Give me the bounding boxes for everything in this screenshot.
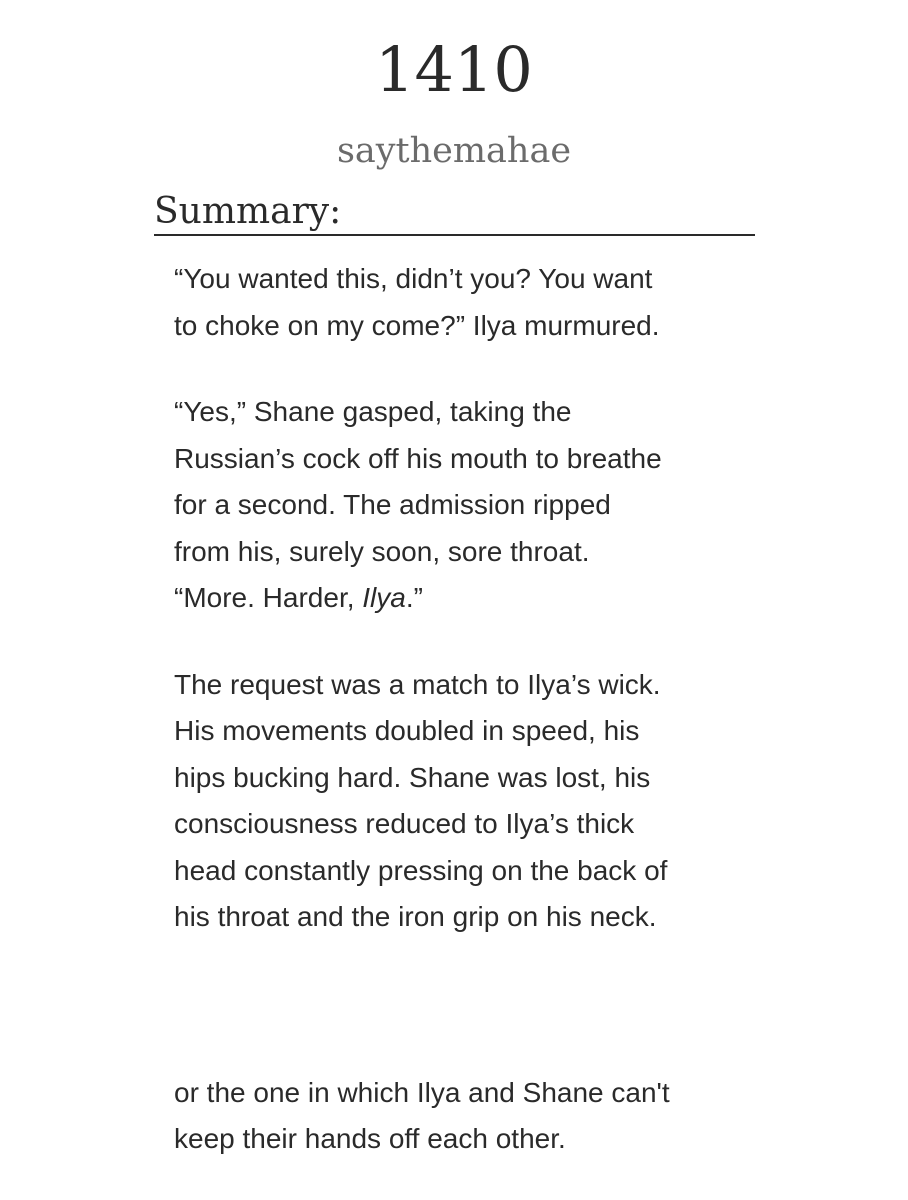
summary-line: Russian’s cock off his mouth to breathe	[174, 442, 662, 474]
work-author: saythemahae	[336, 131, 572, 171]
summary-line: The request was a match to Ilya’s wick.	[174, 668, 661, 700]
summary-line: head constantly pressing on the back of	[174, 854, 668, 886]
summary-line: keep their hands off each other.	[174, 1123, 566, 1154]
summary-paragraph-2	[174, 389, 754, 622]
summary-paragraph-3	[174, 662, 754, 941]
summary-line: “Yes,” Shane gasped, taking the	[174, 396, 572, 427]
summary-line: “You wanted this, didn’t you? You want	[174, 263, 653, 294]
summary-body	[174, 256, 754, 1163]
summary-line: or the one in which Ilya and Shane can't	[174, 1076, 670, 1108]
summary-line: to choke on my come?” Ilya murmured.	[174, 309, 660, 341]
summary-line: from his, surely soon, sore throat.	[174, 535, 590, 567]
emphasized-name: Ilya	[362, 582, 406, 613]
summary-paragraph-4	[174, 1070, 754, 1163]
summary-line: hips bucking hard. Shane was lost, his	[174, 761, 651, 793]
summary-line: his throat and the iron grip on his neck.	[174, 901, 657, 932]
summary-line: His movements doubled in speed, his	[174, 715, 640, 746]
summary-paragraph-1	[174, 256, 754, 349]
summary-text: “More. Harder,	[174, 582, 363, 613]
summary-line: for a second. The admission ripped	[174, 489, 611, 520]
work-title: 1410	[375, 33, 533, 106]
summary-heading: Summary:	[154, 190, 755, 236]
summary-line	[174, 575, 754, 622]
summary-line: consciousness reduced to Ilya’s thick	[174, 808, 635, 839]
summary-text: .”	[405, 582, 423, 613]
